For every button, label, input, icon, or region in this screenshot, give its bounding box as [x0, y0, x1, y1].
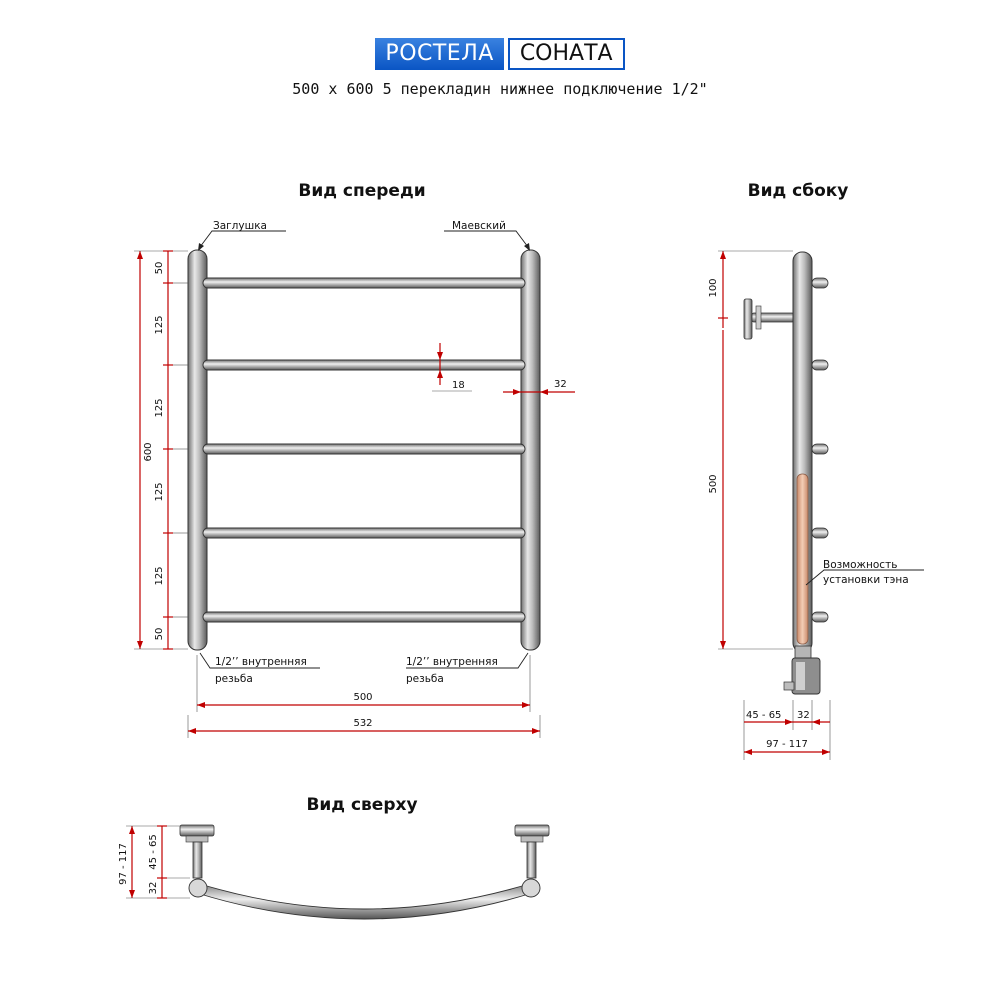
- dim-side-main-label: 500: [708, 474, 719, 494]
- thread-label-right-2: резьба: [406, 673, 444, 685]
- heater-label-2: установки тэна: [823, 574, 909, 586]
- valve-label: Маевский: [452, 220, 506, 232]
- dim-width-inner-label: 500: [353, 692, 373, 703]
- front-view-title: Вид спереди: [298, 181, 426, 201]
- dim-side-offset-label: 45 - 65: [746, 710, 782, 721]
- dim-top-pipe-label: 32: [148, 881, 159, 895]
- dim-side-top-label: 100: [708, 278, 719, 298]
- crossbar: [203, 444, 525, 454]
- dim-side-depth-label: 97 - 117: [766, 739, 808, 750]
- side-bottom-fitting: [784, 646, 820, 694]
- thread-label-right-1: 1/2’’ внутренняя: [406, 656, 498, 668]
- dim-segment-1: 50: [154, 261, 165, 275]
- dim-side-depth: [744, 739, 830, 755]
- dim-segment-4: 125: [154, 482, 165, 502]
- top-view-drawing: [180, 825, 549, 919]
- dim-bar-label: 18: [452, 380, 465, 391]
- dim-width-outer: [188, 715, 540, 738]
- dim-side-offset: [744, 700, 830, 760]
- dim-top-offset-label: 45 - 65: [148, 834, 159, 870]
- dim-segment-3: 125: [154, 398, 165, 418]
- thread-label-left-1: 1/2’’ внутренняя: [215, 656, 307, 668]
- top-view-title: Вид сверху: [306, 795, 418, 815]
- dim-width-outer-label: 532: [353, 718, 373, 729]
- crossbar: [203, 612, 525, 622]
- dim-side-pipe-label: 32: [797, 710, 810, 721]
- dim-total-height-label: 600: [143, 442, 154, 462]
- dim-top-depth-label: 97 - 117: [118, 843, 129, 885]
- brand-name: РОСТЕЛА: [375, 38, 503, 70]
- side-view-title: Вид сбоку: [747, 181, 849, 201]
- crossbars: [203, 278, 525, 622]
- dim-side-main: [708, 330, 793, 649]
- dim-segment-5: 125: [154, 566, 165, 586]
- dim-segment-2: 125: [154, 315, 165, 335]
- crossbar: [203, 528, 525, 538]
- model-name: СОНАТА: [508, 38, 625, 70]
- dim-segment-6: 50: [154, 627, 165, 641]
- dim-segments: [154, 251, 188, 649]
- product-subtitle: 500 x 600 5 перекладин нижнее подключение 1/2": [292, 80, 708, 98]
- heater-label-1: Возможность: [823, 559, 898, 571]
- dim-top-offset: [148, 826, 190, 898]
- plug-leader: [200, 231, 286, 247]
- crossbar: [203, 278, 525, 288]
- heater-element: [797, 474, 808, 644]
- valve-leader: [444, 231, 528, 247]
- crossbar: [203, 360, 525, 370]
- dim-total-height: [134, 251, 188, 649]
- plug-label: Заглушка: [213, 220, 267, 232]
- dim-pipe-label: 32: [554, 379, 567, 390]
- side-wall-mount: [744, 299, 794, 339]
- thread-label-left-2: резьба: [215, 673, 253, 685]
